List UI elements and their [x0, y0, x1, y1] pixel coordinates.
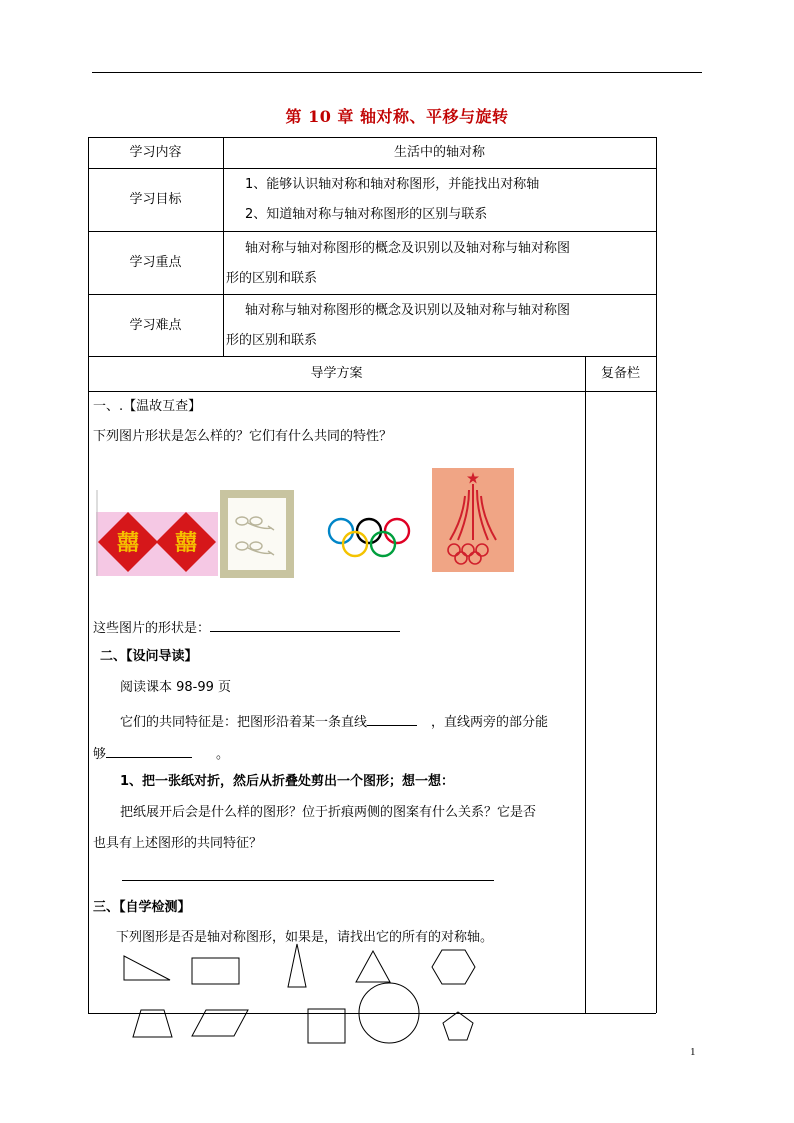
feature-text-a: 它们的共同特征是：把图形沿着某一条直线	[120, 715, 368, 730]
section1-question: 下列图片形状是怎么样的？它们有什么共同的特性？	[93, 429, 393, 444]
shape-fill-in-label: 这些图片的形状是：	[93, 621, 211, 636]
value-goal-2: 2、知道轴对称与轴对称图形的区别与联系	[245, 207, 488, 222]
pentagon-shape	[443, 1012, 473, 1040]
value-diff-1: 轴对称与轴对称图形的概念及识别以及轴对称与轴对称图	[245, 303, 571, 318]
value-key-1: 轴对称与轴对称图形的概念及识别以及轴对称与轴对称图	[245, 241, 571, 256]
tall-isosceles-triangle-shape	[288, 944, 306, 987]
double-happiness-char-right: 囍	[174, 531, 198, 556]
section1-heading: 一、.【温故互查】	[93, 399, 202, 414]
value-goal-1: 1、能够认识轴对称和轴对称图形，并能找出对称轴	[245, 177, 540, 192]
value-content: 生活中的轴对称	[393, 145, 485, 160]
feature-text-end: 。	[216, 747, 230, 762]
trapezoid-shape	[133, 1010, 172, 1037]
label-difficulties: 学习难点	[129, 318, 182, 333]
value-key-2: 形的区别和联系	[226, 271, 318, 286]
section3-heading: 三、【自学检测】	[93, 900, 191, 915]
label-goals: 学习目标	[129, 192, 182, 207]
feature-text-b: ，直线两旁的部分能	[431, 715, 549, 730]
label-key-points: 学习重点	[129, 255, 182, 270]
task1-question-line2: 也具有上述图形的共同特征？	[93, 836, 263, 851]
section3-question: 下列图形是否是轴对称图形，如果是，请找出它的所有的对称轴。	[116, 930, 494, 945]
feature-text-c: 够	[93, 747, 107, 762]
double-happiness-char-left: 囍	[116, 531, 140, 556]
parallelogram-shape	[192, 1010, 248, 1036]
rectangle-shape	[192, 958, 239, 984]
right-triangle-shape	[124, 956, 170, 980]
hexagon-shape	[432, 950, 475, 984]
label-content: 学习内容	[129, 145, 182, 160]
plan-header: 导学方案	[310, 366, 363, 381]
square-shape	[308, 1009, 345, 1043]
task1-instruction: 1、把一张纸对折，然后从折叠处剪出一个图形；想一想：	[120, 774, 455, 789]
read-textbook: 阅读课本 98-99 页	[120, 680, 232, 695]
section2-heading: 二、【设问导读】	[100, 649, 198, 664]
review-column-header: 复备栏	[600, 366, 640, 381]
page-number: 1	[690, 1046, 696, 1058]
page-title: 第 10 章 轴对称、平移与旋转	[285, 107, 509, 126]
circle-shape	[359, 983, 419, 1043]
task1-question-line1: 把纸展开后会是什么样的图形？位于折痕两侧的图案有什么关系？它是否	[120, 805, 537, 820]
value-diff-2: 形的区别和联系	[226, 333, 318, 348]
equilateral-triangle-shape	[356, 951, 390, 982]
